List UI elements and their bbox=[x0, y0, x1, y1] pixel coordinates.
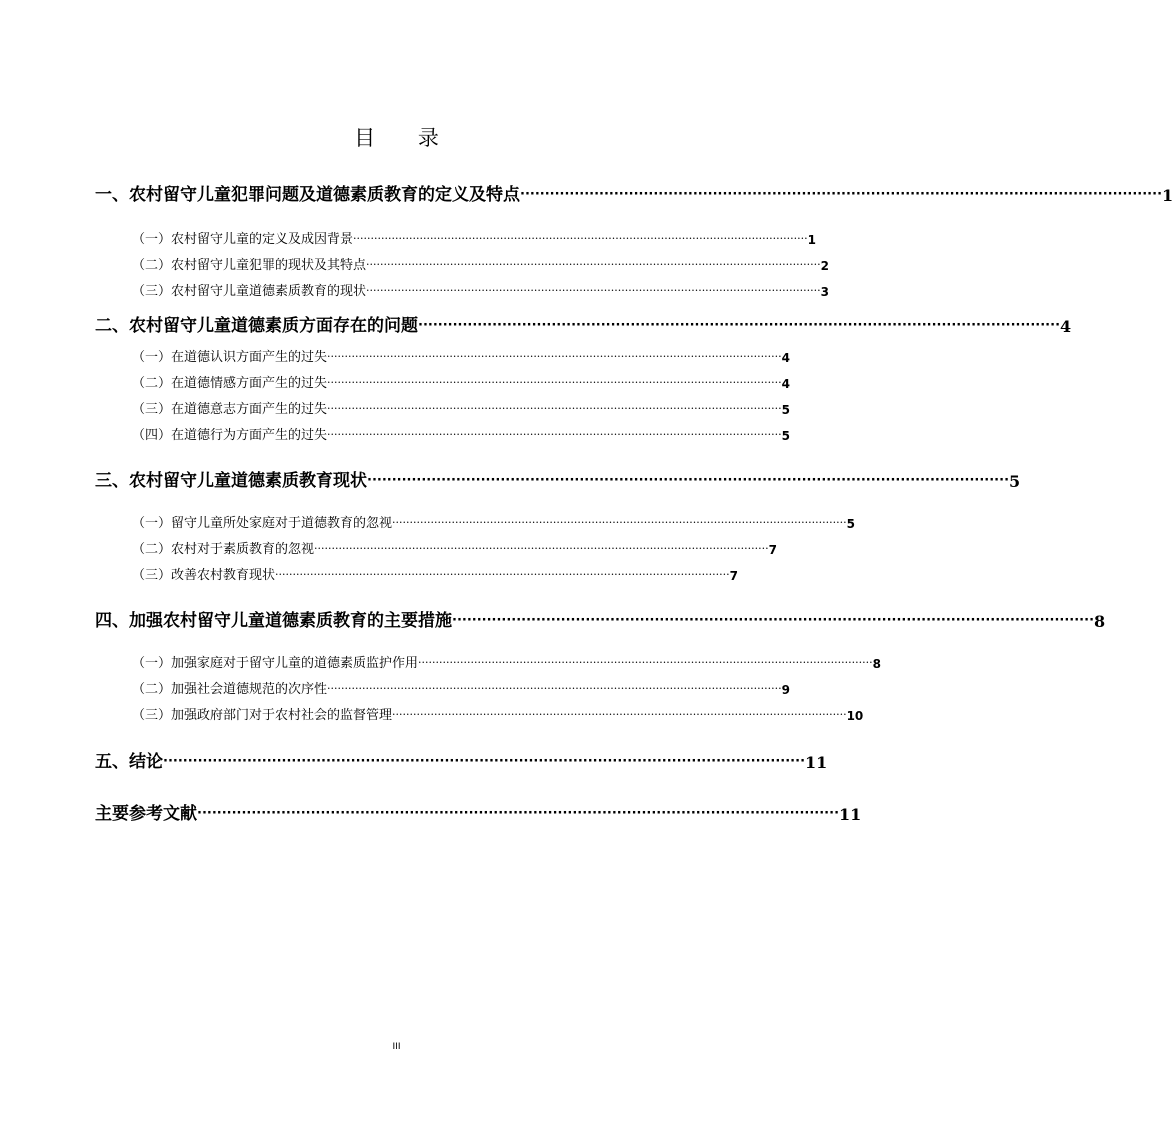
toc-title: 目 录 bbox=[354, 126, 457, 150]
toc-item-label: （二）在道德情感方面产生的过失 bbox=[132, 376, 328, 391]
toc-section-label: 一、农村留守儿童犯罪问题及道德素质教育的定义及特点 bbox=[95, 185, 520, 205]
toc-item-label: （二）农村留守儿童犯罪的现状及其特点 bbox=[132, 258, 367, 273]
toc-leader: ·································································································································· bbox=[418, 318, 1061, 333]
toc-section-3[interactable] bbox=[95, 467, 1021, 491]
toc-leader: ·································································································································· bbox=[327, 682, 782, 695]
toc-item-label: （一）农村留守儿童的定义及成因背景 bbox=[132, 232, 354, 247]
toc-page-number: 1 bbox=[1162, 186, 1173, 205]
toc-page-number: 5 bbox=[1009, 472, 1021, 491]
toc-page-number: 11 bbox=[805, 753, 828, 772]
toc-item-label: （三）加强政府部门对于农村社会的监督管理 bbox=[132, 708, 393, 723]
page-number-footer: III bbox=[392, 1042, 401, 1052]
toc-leader: ·································································································································· bbox=[452, 613, 1095, 628]
toc-section-label: 二、农村留守儿童道德素质方面存在的问题 bbox=[95, 316, 418, 336]
toc-page-number: 4 bbox=[1060, 317, 1072, 336]
toc-page-number: 7 bbox=[768, 543, 777, 557]
toc-page-number: 9 bbox=[781, 683, 790, 697]
toc-leader: ·································································································································· bbox=[353, 232, 808, 245]
toc-section-2[interactable] bbox=[95, 312, 1072, 336]
toc-section-4[interactable] bbox=[95, 607, 1106, 631]
toc-page-number: 8 bbox=[1094, 612, 1106, 631]
toc-item-1-1[interactable] bbox=[132, 229, 816, 247]
toc-page-number: 11 bbox=[839, 805, 862, 824]
toc-item-3-3[interactable] bbox=[132, 565, 738, 583]
toc-item-label: （三）农村留守儿童道德素质教育的现状 bbox=[132, 284, 367, 299]
toc-leader: ·································································································································· bbox=[392, 516, 847, 529]
toc-item-label: （一）在道德认识方面产生的过失 bbox=[132, 350, 328, 365]
toc-page-number: 2 bbox=[820, 259, 829, 273]
toc-item-label: （一）加强家庭对于留守儿童的道德素质监护作用 bbox=[132, 656, 419, 671]
toc-item-label: （二）农村对于素质教育的忽视 bbox=[132, 542, 315, 557]
toc-item-2-4[interactable] bbox=[132, 425, 790, 443]
toc-section-5[interactable] bbox=[95, 748, 828, 772]
toc-item-3-1[interactable] bbox=[132, 513, 855, 531]
toc-page-number: 10 bbox=[846, 709, 864, 723]
toc-leader: ·································································································································· bbox=[327, 402, 782, 415]
toc-leader: ·································································································································· bbox=[327, 428, 782, 441]
toc-page-number: 5 bbox=[781, 403, 790, 417]
toc-section-label: 四、加强农村留守儿童道德素质教育的主要措施 bbox=[95, 611, 452, 631]
toc-item-4-3[interactable] bbox=[132, 705, 864, 723]
toc-leader: ·································································································································· bbox=[392, 708, 847, 721]
toc-item-1-3[interactable] bbox=[132, 281, 829, 299]
toc-page-number: 5 bbox=[846, 517, 855, 531]
toc-page-number: 5 bbox=[781, 429, 790, 443]
toc-item-label: （一）留守儿童所处家庭对于道德教育的忽视 bbox=[132, 516, 393, 531]
toc-leader: ·································································································································· bbox=[314, 542, 769, 555]
toc-page-number: 4 bbox=[781, 377, 790, 391]
toc-item-2-1[interactable] bbox=[132, 347, 790, 365]
toc-leader: ·································································································································· bbox=[367, 473, 1010, 488]
toc-item-4-1[interactable] bbox=[132, 653, 881, 671]
toc-page-number: 8 bbox=[872, 657, 881, 671]
toc-section-references[interactable] bbox=[95, 800, 862, 824]
toc-section-label: 主要参考文献 bbox=[95, 804, 197, 824]
toc-leader: ·································································································································· bbox=[197, 806, 840, 821]
toc-leader: ·································································································································· bbox=[163, 754, 806, 769]
toc-item-label: （二）加强社会道德规范的次序性 bbox=[132, 682, 328, 697]
toc-item-label: （四）在道德行为方面产生的过失 bbox=[132, 428, 328, 443]
toc-leader: ·································································································································· bbox=[418, 656, 873, 669]
toc-section-label: 五、结论 bbox=[95, 752, 163, 772]
toc-leader: ·································································································································· bbox=[327, 376, 782, 389]
toc-leader: ·································································································································· bbox=[366, 258, 821, 271]
toc-leader: ·································································································································· bbox=[275, 568, 730, 581]
toc-page-number: 1 bbox=[807, 233, 816, 247]
toc-leader: ·································································································································· bbox=[366, 284, 821, 297]
toc-page-number: 4 bbox=[781, 351, 790, 365]
toc-item-4-2[interactable] bbox=[132, 679, 790, 697]
toc-leader: ·································································································································· bbox=[327, 350, 782, 363]
toc-page-number: 7 bbox=[729, 569, 738, 583]
toc-item-label: （三）改善农村教育现状 bbox=[132, 568, 276, 583]
toc-section-label: 三、农村留守儿童道德素质教育现状 bbox=[95, 471, 367, 491]
toc-item-label: （三）在道德意志方面产生的过失 bbox=[132, 402, 328, 417]
toc-leader: ·································································································································· bbox=[520, 187, 1163, 202]
toc-page-number: 3 bbox=[820, 285, 829, 299]
toc-item-2-2[interactable] bbox=[132, 373, 790, 391]
toc-section-1[interactable] bbox=[95, 181, 1173, 205]
toc-item-3-2[interactable] bbox=[132, 539, 777, 557]
toc-item-2-3[interactable] bbox=[132, 399, 790, 417]
toc-item-1-2[interactable] bbox=[132, 255, 829, 273]
